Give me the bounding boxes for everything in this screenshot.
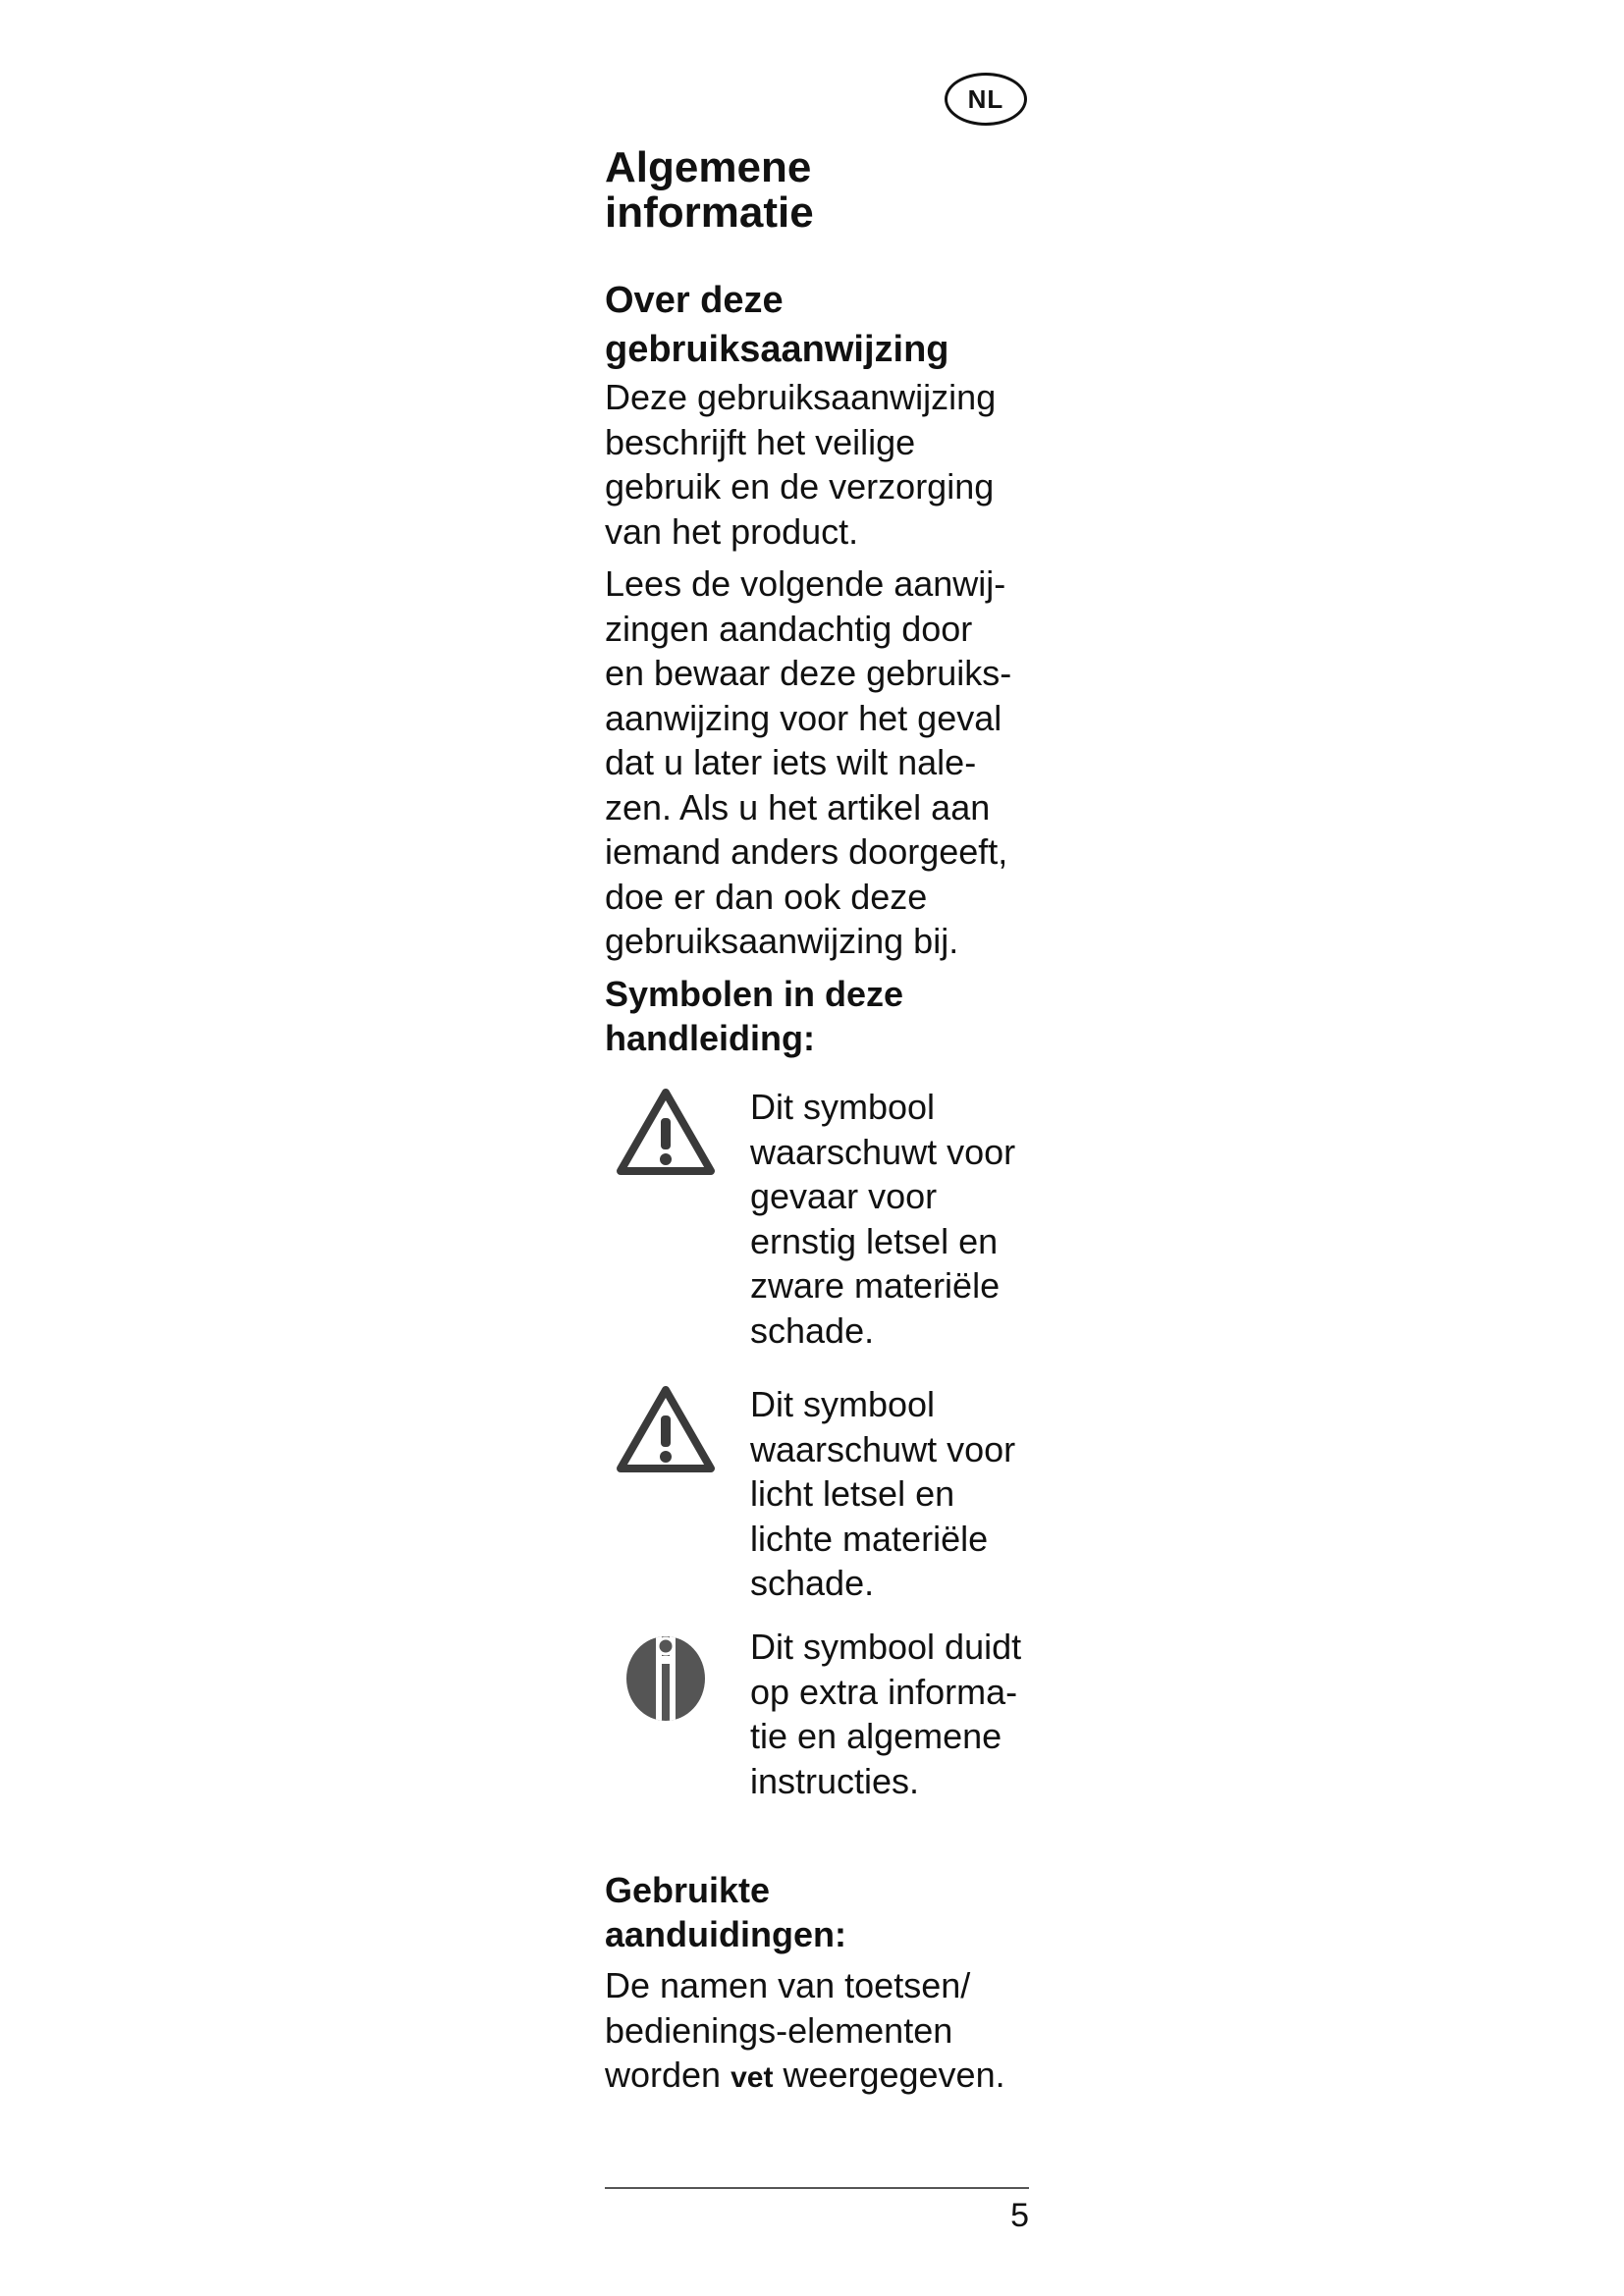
text-line: waarschuwt voor (750, 1428, 1016, 1469)
text-line: Lees de volgende aanwij- (605, 563, 1006, 604)
bold-example: vet (731, 2061, 774, 2094)
text-line: gevaar voor (750, 1176, 938, 1216)
text-line: tie en algemene (750, 1716, 1002, 1756)
text-line: van het product. (605, 510, 859, 552)
section-symbols-heading (605, 972, 1037, 1060)
text-line: lichte materiële (750, 1518, 989, 1559)
text-line: Dit symbool (750, 1384, 936, 1424)
text-line: op extra informa- (750, 1671, 1018, 1712)
text-line: en bewaar deze gebruiks- (605, 653, 1012, 693)
text-line: gebruiksaanwijzing bij. (605, 921, 959, 961)
text-line: zware materiële (750, 1265, 1001, 1306)
text-line (605, 2053, 1056, 2101)
warning-triangle-icon (617, 1386, 715, 1474)
warning-triangle-icon (617, 1089, 715, 1177)
text-line: Deze gebruiksaanwijzing (605, 377, 997, 417)
text-line: aanwijzing voor het geval (605, 697, 1002, 738)
section-designations-heading-line1: Gebruikte (605, 1870, 771, 1910)
text-line: iemand anders doorgeeft, (605, 831, 1008, 872)
language-badge: NL (945, 73, 1027, 126)
section-designations-paragraph (605, 1963, 1056, 2101)
page-title (605, 145, 1037, 236)
text-line: doe er dan ook deze (605, 876, 928, 917)
footer-divider (605, 2187, 1029, 2189)
text-line: instructies. (750, 1760, 920, 1801)
symbol-description (750, 1382, 1045, 1606)
section-about-paragraph-2 (605, 561, 1037, 964)
text-line: De namen van toetsen/ (605, 1965, 971, 2005)
text-line: zingen aandachtig door (605, 608, 973, 649)
text-line: schade. (750, 1309, 875, 1351)
text-line: Dit symbool (750, 1087, 936, 1127)
section-symbols-heading-line2: handleiding: (605, 1018, 815, 1058)
page-title-line2: informatie (605, 188, 814, 237)
text-line: bedienings-elementen (605, 2009, 953, 2051)
section-about-heading-line1: Over deze (605, 280, 784, 321)
text-line: zen. Als u het artikel aan (605, 786, 991, 828)
text-line: schade. (750, 1563, 875, 1603)
text-line: waarschuwt voor (750, 1131, 1016, 1172)
section-about-paragraph-1 (605, 375, 1037, 554)
page-number: 5 (1010, 2197, 1029, 2234)
section-about-heading (605, 276, 1037, 374)
section-designations-heading-line2: aanduidingen: (605, 1914, 846, 1954)
symbol-description (750, 1625, 1045, 1803)
section-about-heading-line2: gebruiksaanwijzing (605, 329, 949, 370)
text-line: beschrijft het veilige (605, 421, 916, 462)
section-designations-heading (605, 1868, 1037, 1956)
section-symbols-heading-line1: Symbolen in deze (605, 974, 904, 1014)
text-line: gebruik en de verzorging (605, 466, 995, 507)
text-fragment: weergegeven. (773, 2055, 1005, 2095)
text-line: licht letsel en (750, 1473, 955, 1514)
page-title-line1: Algemene (605, 143, 812, 191)
symbol-description (750, 1085, 1045, 1353)
text-line: ernstig letsel en (750, 1220, 999, 1261)
text-line: dat u later iets wilt nale- (605, 742, 977, 782)
text-line: Dit symbool duidt (750, 1627, 1022, 1667)
text-fragment: worden (605, 2055, 731, 2095)
info-icon (624, 1634, 707, 1723)
